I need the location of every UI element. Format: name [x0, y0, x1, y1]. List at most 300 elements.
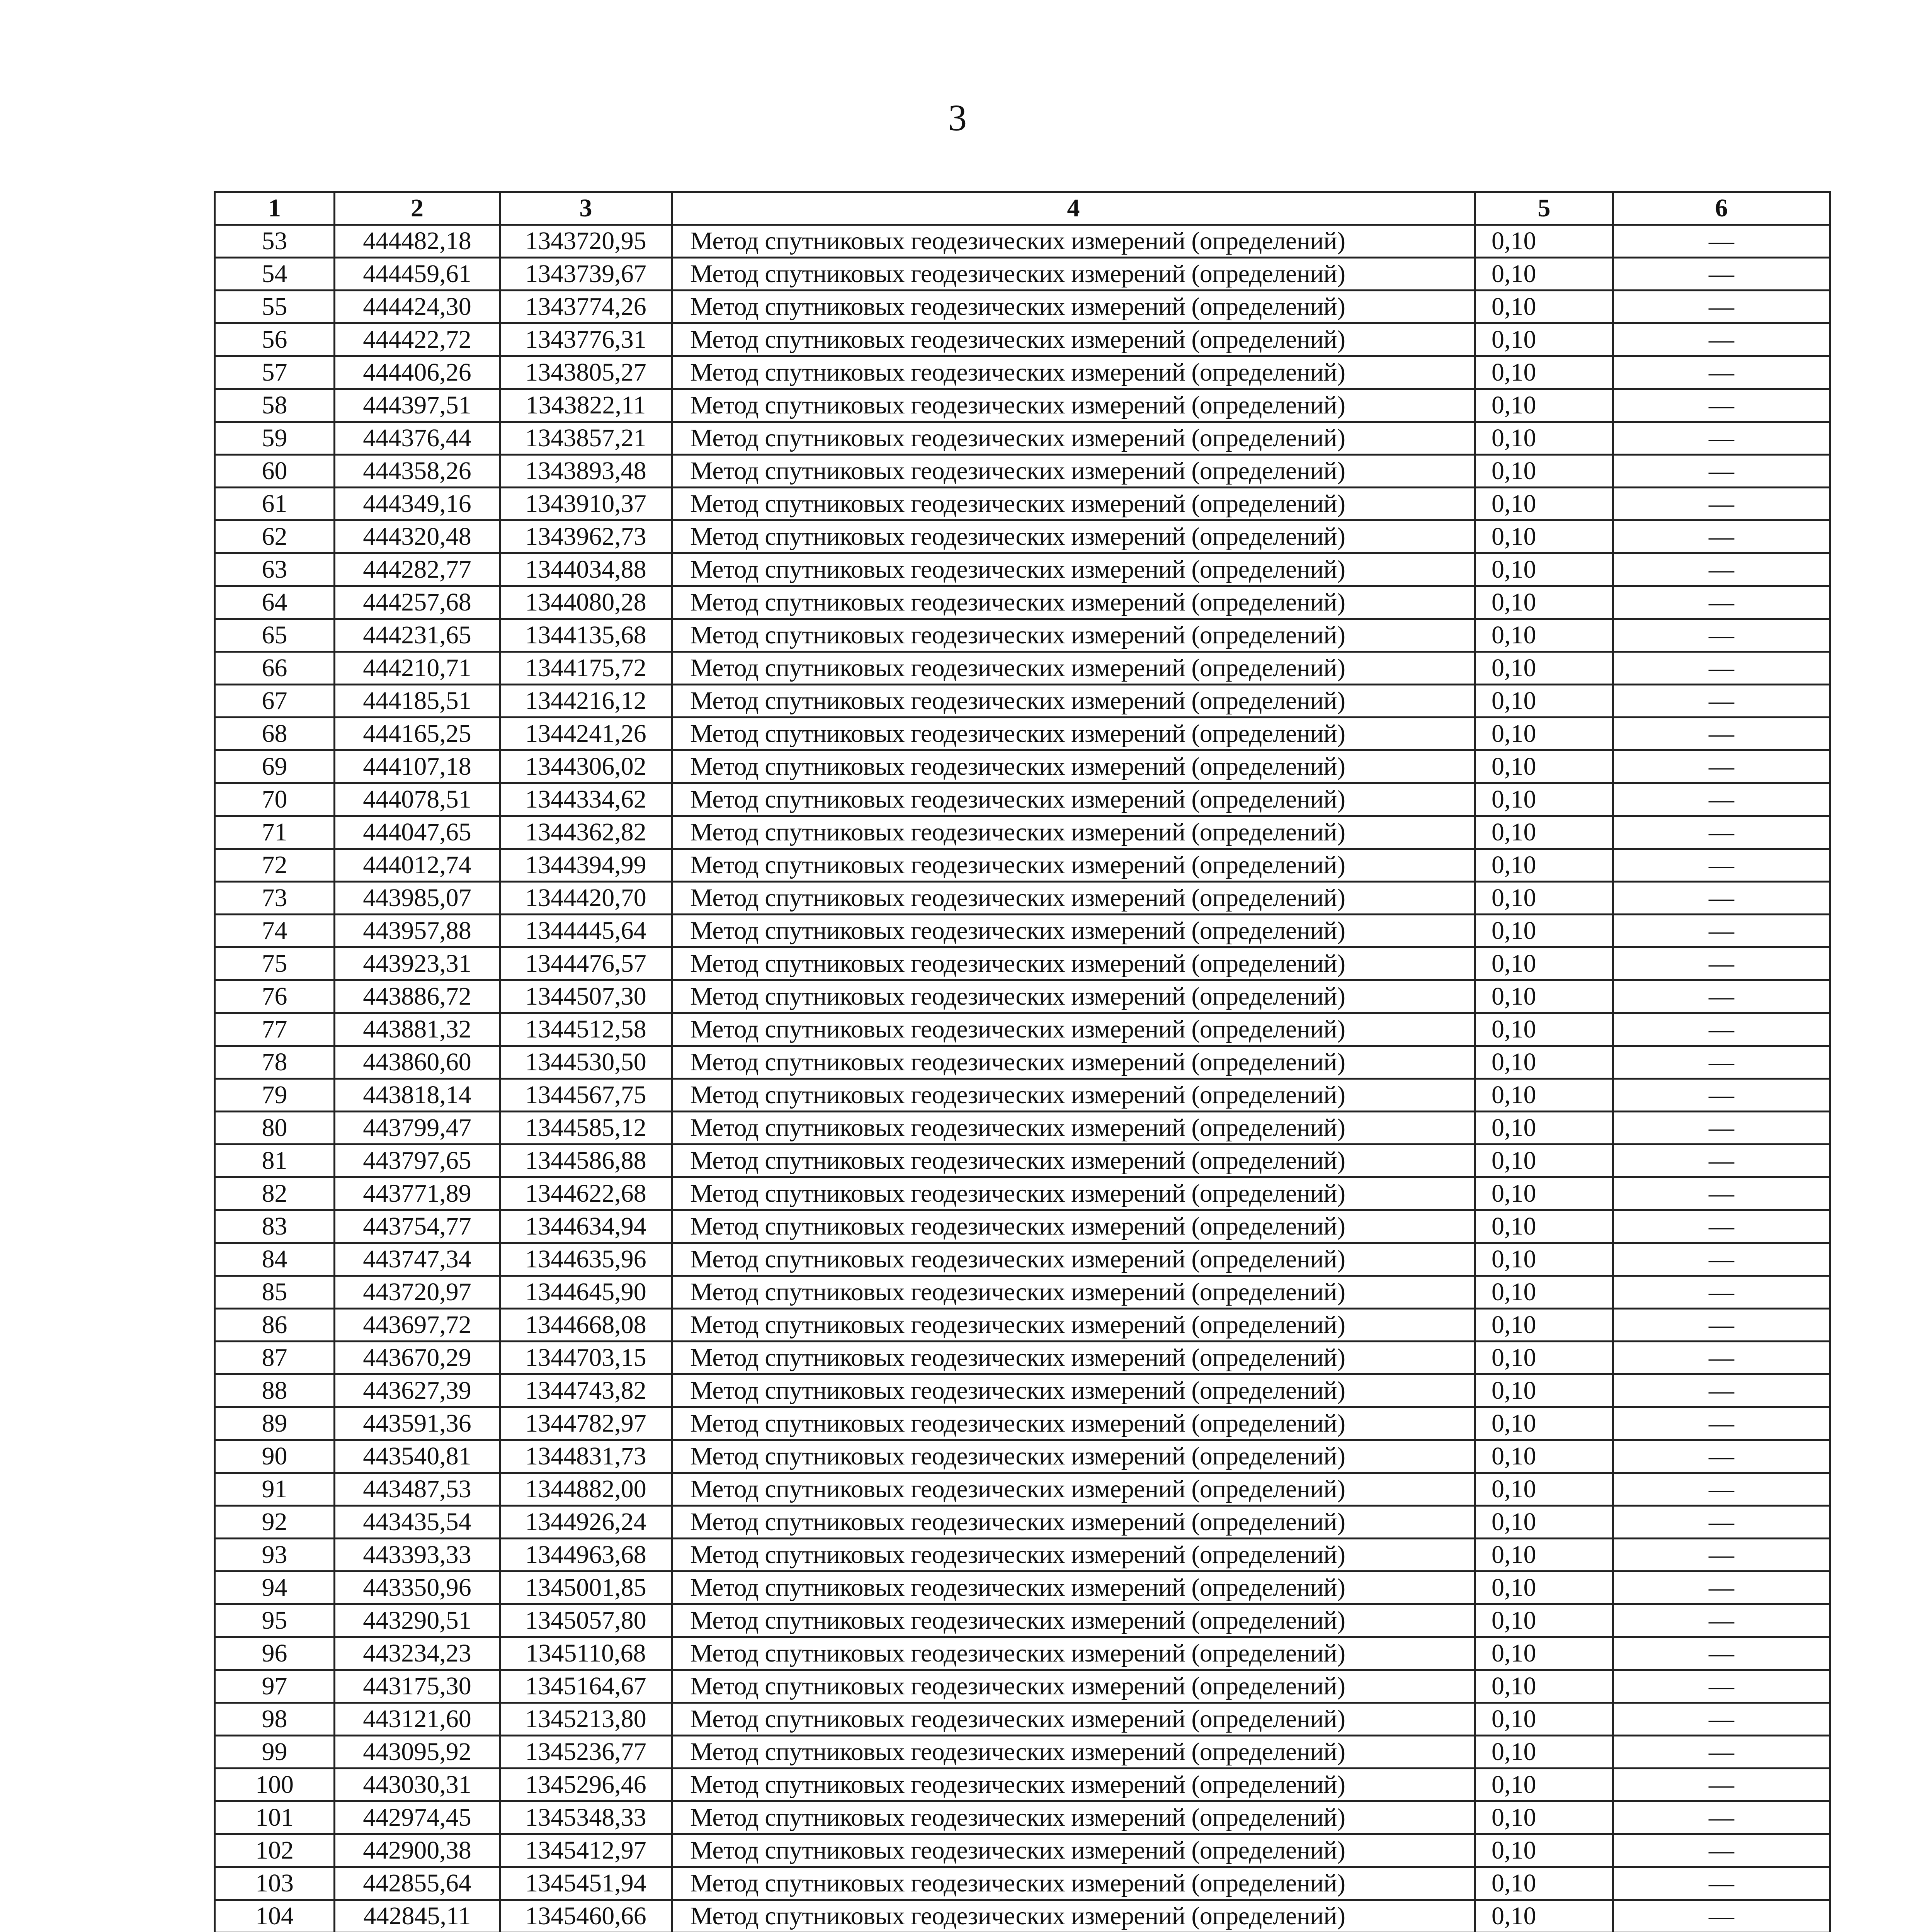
- cell-point-number: 101: [215, 1801, 335, 1834]
- cell-point-number: 58: [215, 389, 335, 422]
- cell-accuracy: 0,10: [1475, 1637, 1613, 1670]
- cell-coordinate-y: 1344586,88: [500, 1145, 672, 1177]
- cell-method: Метод спутниковых геодезических измерений (определений): [672, 520, 1475, 553]
- cell-coordinate-x: 444422,72: [335, 323, 500, 356]
- cell-point-number: 72: [215, 849, 335, 882]
- cell-accuracy: 0,10: [1475, 389, 1613, 422]
- table-row: [215, 882, 1830, 915]
- table-row: [215, 718, 1830, 750]
- cell-coordinate-y: 1343805,27: [500, 356, 672, 389]
- cell-point-number: 73: [215, 882, 335, 915]
- cell-accuracy: 0,10: [1475, 455, 1613, 488]
- cell-point-number: 78: [215, 1046, 335, 1079]
- page-number: 3: [948, 97, 967, 138]
- cell-method: Метод спутниковых геодезических измерений (определений): [672, 1407, 1475, 1440]
- cell-method: Метод спутниковых геодезических измерений (определений): [672, 1736, 1475, 1769]
- cell-coordinate-x: 443881,32: [335, 1013, 500, 1046]
- cell-point-number: 55: [215, 291, 335, 323]
- cell-method: Метод спутниковых геодезических измерений (определений): [672, 783, 1475, 816]
- cell-note: —: [1613, 1670, 1830, 1703]
- cell-point-number: 81: [215, 1145, 335, 1177]
- cell-method: Метод спутниковых геодезических измерений (определений): [672, 488, 1475, 520]
- cell-accuracy: 0,10: [1475, 1900, 1613, 1932]
- cell-method: Метод спутниковых геодезических измерений (определений): [672, 1079, 1475, 1112]
- cell-note: —: [1613, 947, 1830, 980]
- table-row: [215, 1046, 1830, 1079]
- cell-note: —: [1613, 1571, 1830, 1604]
- cell-coordinate-x: 442974,45: [335, 1801, 500, 1834]
- cell-method: Метод спутниковых геодезических измерений (определений): [672, 1769, 1475, 1801]
- cell-method: Метод спутниковых геодезических измерений (определений): [672, 1276, 1475, 1309]
- cell-point-number: 71: [215, 816, 335, 849]
- cell-coordinate-x: 443747,34: [335, 1243, 500, 1276]
- cell-coordinate-x: 443435,54: [335, 1506, 500, 1539]
- cell-point-number: 91: [215, 1473, 335, 1506]
- cell-coordinate-y: 1345164,67: [500, 1670, 672, 1703]
- table-row: [215, 1703, 1830, 1736]
- cell-accuracy: 0,10: [1475, 652, 1613, 685]
- cell-note: —: [1613, 225, 1830, 258]
- table-row: [215, 1539, 1830, 1571]
- table-row: [215, 291, 1830, 323]
- cell-method: Метод спутниковых геодезических измерений (определений): [672, 750, 1475, 783]
- cell-note: —: [1613, 488, 1830, 520]
- cell-point-number: 82: [215, 1177, 335, 1210]
- cell-coordinate-x: 443121,60: [335, 1703, 500, 1736]
- cell-note: —: [1613, 1440, 1830, 1473]
- cell-note: —: [1613, 291, 1830, 323]
- cell-coordinate-x: 444165,25: [335, 718, 500, 750]
- table-row: [215, 1571, 1830, 1604]
- cell-accuracy: 0,10: [1475, 718, 1613, 750]
- table-row: [215, 1342, 1830, 1374]
- cell-method: Метод спутниковых геодезических измерений (определений): [672, 685, 1475, 718]
- table-row: [215, 1637, 1830, 1670]
- cell-note: —: [1613, 1867, 1830, 1900]
- cell-coordinate-x: 444358,26: [335, 455, 500, 488]
- cell-point-number: 77: [215, 1013, 335, 1046]
- cell-accuracy: 0,10: [1475, 1571, 1613, 1604]
- cell-point-number: 85: [215, 1276, 335, 1309]
- cell-point-number: 68: [215, 718, 335, 750]
- table-row: [215, 750, 1830, 783]
- cell-method: Метод спутниковых геодезических измерений (определений): [672, 718, 1475, 750]
- cell-note: —: [1613, 849, 1830, 882]
- cell-coordinate-x: 444078,51: [335, 783, 500, 816]
- cell-point-number: 92: [215, 1506, 335, 1539]
- cell-coordinate-y: 1344080,28: [500, 586, 672, 619]
- cell-coordinate-y: 1344034,88: [500, 553, 672, 586]
- cell-note: —: [1613, 1145, 1830, 1177]
- cell-method: Метод спутниковых геодезических измерений (определений): [672, 356, 1475, 389]
- cell-accuracy: 0,10: [1475, 1046, 1613, 1079]
- cell-coordinate-y: 1344831,73: [500, 1440, 672, 1473]
- cell-accuracy: 0,10: [1475, 1374, 1613, 1407]
- cell-method: Метод спутниковых геодезических измерений (определений): [672, 553, 1475, 586]
- cell-coordinate-y: 1343776,31: [500, 323, 672, 356]
- cell-coordinate-y: 1344445,64: [500, 915, 672, 947]
- cell-coordinate-y: 1344420,70: [500, 882, 672, 915]
- cell-method: Метод спутниковых геодезических измерений (определений): [672, 1309, 1475, 1342]
- cell-point-number: 75: [215, 947, 335, 980]
- cell-method: Метод спутниковых геодезических измерений (определений): [672, 389, 1475, 422]
- cell-accuracy: 0,10: [1475, 1145, 1613, 1177]
- cell-coordinate-y: 1344512,58: [500, 1013, 672, 1046]
- cell-coordinate-x: 444107,18: [335, 750, 500, 783]
- cell-method: Метод спутниковых геодезических измерений (определений): [672, 619, 1475, 652]
- cell-note: —: [1613, 1309, 1830, 1342]
- table-row: [215, 1867, 1830, 1900]
- table-row: [215, 816, 1830, 849]
- table-row: [215, 1374, 1830, 1407]
- cell-method: Метод спутниковых геодезических измерений (определений): [672, 455, 1475, 488]
- cell-note: —: [1613, 1112, 1830, 1145]
- cell-accuracy: 0,10: [1475, 882, 1613, 915]
- cell-coordinate-y: 1343910,37: [500, 488, 672, 520]
- table-row: [215, 1145, 1830, 1177]
- cell-coordinate-y: 1345236,77: [500, 1736, 672, 1769]
- cell-note: —: [1613, 816, 1830, 849]
- cell-note: —: [1613, 1342, 1830, 1374]
- cell-coordinate-x: 443985,07: [335, 882, 500, 915]
- cell-method: Метод спутниковых геодезических измерений (определений): [672, 1604, 1475, 1637]
- cell-point-number: 93: [215, 1539, 335, 1571]
- cell-method: Метод спутниковых геодезических измерений (определений): [672, 882, 1475, 915]
- cell-point-number: 54: [215, 258, 335, 291]
- cell-note: —: [1613, 1506, 1830, 1539]
- table-row: [215, 1440, 1830, 1473]
- coordinates-table: [214, 191, 1831, 1932]
- cell-method: Метод спутниковых геодезических измерений (определений): [672, 1210, 1475, 1243]
- cell-note: —: [1613, 1407, 1830, 1440]
- cell-method: Метод спутниковых геодезических измерений (определений): [672, 1046, 1475, 1079]
- cell-point-number: 104: [215, 1900, 335, 1932]
- cell-accuracy: 0,10: [1475, 849, 1613, 882]
- cell-coordinate-y: 1345001,85: [500, 1571, 672, 1604]
- cell-coordinate-x: 444349,16: [335, 488, 500, 520]
- cell-coordinate-x: 443818,14: [335, 1079, 500, 1112]
- cell-note: —: [1613, 882, 1830, 915]
- cell-point-number: 90: [215, 1440, 335, 1473]
- cell-method: Метод спутниковых геодезических измерений (определений): [672, 1637, 1475, 1670]
- cell-accuracy: 0,10: [1475, 1112, 1613, 1145]
- cell-note: —: [1613, 915, 1830, 947]
- cell-coordinate-x: 444012,74: [335, 849, 500, 882]
- header-col-1: 1: [215, 192, 335, 225]
- header-col-2: 2: [335, 192, 500, 225]
- cell-coordinate-x: 444231,65: [335, 619, 500, 652]
- table-row: [215, 225, 1830, 258]
- cell-coordinate-y: 1344635,96: [500, 1243, 672, 1276]
- cell-coordinate-y: 1345110,68: [500, 1637, 672, 1670]
- cell-coordinate-x: 444406,26: [335, 356, 500, 389]
- header-col-4: 4: [672, 192, 1475, 225]
- cell-accuracy: 0,10: [1475, 1243, 1613, 1276]
- cell-coordinate-y: 1344585,12: [500, 1112, 672, 1145]
- cell-accuracy: 0,10: [1475, 323, 1613, 356]
- cell-accuracy: 0,10: [1475, 947, 1613, 980]
- cell-note: —: [1613, 553, 1830, 586]
- cell-coordinate-y: 1343822,11: [500, 389, 672, 422]
- table-row: [215, 586, 1830, 619]
- cell-accuracy: 0,10: [1475, 1407, 1613, 1440]
- cell-accuracy: 0,10: [1475, 1736, 1613, 1769]
- cell-coordinate-x: 444459,61: [335, 258, 500, 291]
- cell-coordinate-y: 1343893,48: [500, 455, 672, 488]
- cell-accuracy: 0,10: [1475, 291, 1613, 323]
- cell-point-number: 98: [215, 1703, 335, 1736]
- cell-note: —: [1613, 422, 1830, 455]
- cell-note: —: [1613, 389, 1830, 422]
- cell-note: —: [1613, 520, 1830, 553]
- cell-point-number: 66: [215, 652, 335, 685]
- cell-coordinate-x: 444210,71: [335, 652, 500, 685]
- cell-coordinate-y: 1344362,82: [500, 816, 672, 849]
- table-row: [215, 1013, 1830, 1046]
- cell-coordinate-x: 444282,77: [335, 553, 500, 586]
- cell-point-number: 76: [215, 980, 335, 1013]
- cell-note: —: [1613, 258, 1830, 291]
- cell-point-number: 59: [215, 422, 335, 455]
- cell-accuracy: 0,10: [1475, 750, 1613, 783]
- cell-point-number: 65: [215, 619, 335, 652]
- cell-point-number: 94: [215, 1571, 335, 1604]
- cell-accuracy: 0,10: [1475, 1506, 1613, 1539]
- cell-accuracy: 0,10: [1475, 1867, 1613, 1900]
- cell-accuracy: 0,10: [1475, 356, 1613, 389]
- cell-point-number: 96: [215, 1637, 335, 1670]
- table-row: [215, 1079, 1830, 1112]
- cell-accuracy: 0,10: [1475, 619, 1613, 652]
- cell-coordinate-x: 443234,23: [335, 1637, 500, 1670]
- table-header: [215, 192, 1830, 225]
- cell-coordinate-x: 443627,39: [335, 1374, 500, 1407]
- cell-point-number: 79: [215, 1079, 335, 1112]
- table-body: [215, 225, 1830, 1932]
- cell-accuracy: 0,10: [1475, 1210, 1613, 1243]
- cell-method: Метод спутниковых геодезических измерений (определений): [672, 1342, 1475, 1374]
- cell-note: —: [1613, 1046, 1830, 1079]
- cell-point-number: 57: [215, 356, 335, 389]
- cell-point-number: 70: [215, 783, 335, 816]
- cell-note: —: [1613, 750, 1830, 783]
- cell-coordinate-y: 1345412,97: [500, 1834, 672, 1867]
- cell-coordinate-y: 1344882,00: [500, 1473, 672, 1506]
- cell-coordinate-x: 443771,89: [335, 1177, 500, 1210]
- cell-method: Метод спутниковых геодезических измерений (определений): [672, 291, 1475, 323]
- cell-point-number: 88: [215, 1374, 335, 1407]
- cell-note: —: [1613, 1013, 1830, 1046]
- cell-note: —: [1613, 586, 1830, 619]
- cell-point-number: 84: [215, 1243, 335, 1276]
- cell-coordinate-x: 443350,96: [335, 1571, 500, 1604]
- cell-point-number: 67: [215, 685, 335, 718]
- cell-accuracy: 0,10: [1475, 422, 1613, 455]
- cell-accuracy: 0,10: [1475, 1834, 1613, 1867]
- table-row: [215, 1210, 1830, 1243]
- cell-method: Метод спутниковых геодезических измерений (определений): [672, 1440, 1475, 1473]
- cell-point-number: 62: [215, 520, 335, 553]
- cell-coordinate-x: 443923,31: [335, 947, 500, 980]
- cell-accuracy: 0,10: [1475, 488, 1613, 520]
- cell-coordinate-y: 1344306,02: [500, 750, 672, 783]
- cell-method: Метод спутниковых геодезических измерений (определений): [672, 980, 1475, 1013]
- cell-coordinate-x: 444376,44: [335, 422, 500, 455]
- cell-note: —: [1613, 718, 1830, 750]
- cell-coordinate-y: 1343962,73: [500, 520, 672, 553]
- cell-accuracy: 0,10: [1475, 1276, 1613, 1309]
- cell-note: —: [1613, 1177, 1830, 1210]
- table-row: [215, 685, 1830, 718]
- table-row: [215, 258, 1830, 291]
- cell-point-number: 60: [215, 455, 335, 488]
- cell-coordinate-x: 443886,72: [335, 980, 500, 1013]
- table-row: [215, 1769, 1830, 1801]
- cell-coordinate-x: 444424,30: [335, 291, 500, 323]
- cell-coordinate-y: 1344334,62: [500, 783, 672, 816]
- cell-note: —: [1613, 1834, 1830, 1867]
- cell-point-number: 53: [215, 225, 335, 258]
- cell-coordinate-x: 443290,51: [335, 1604, 500, 1637]
- table-row: [215, 422, 1830, 455]
- cell-point-number: 83: [215, 1210, 335, 1243]
- cell-coordinate-x: 444397,51: [335, 389, 500, 422]
- cell-coordinate-y: 1343720,95: [500, 225, 672, 258]
- cell-accuracy: 0,10: [1475, 1801, 1613, 1834]
- cell-note: —: [1613, 1210, 1830, 1243]
- header-col-6: 6: [1613, 192, 1830, 225]
- cell-coordinate-y: 1344175,72: [500, 652, 672, 685]
- cell-point-number: 89: [215, 1407, 335, 1440]
- cell-coordinate-y: 1345451,94: [500, 1867, 672, 1900]
- cell-point-number: 100: [215, 1769, 335, 1801]
- cell-coordinate-x: 444482,18: [335, 225, 500, 258]
- cell-point-number: 99: [215, 1736, 335, 1769]
- cell-point-number: 56: [215, 323, 335, 356]
- cell-coordinate-x: 444320,48: [335, 520, 500, 553]
- cell-accuracy: 0,10: [1475, 1177, 1613, 1210]
- cell-method: Метод спутниковых геодезических измерений (определений): [672, 422, 1475, 455]
- table-row: [215, 488, 1830, 520]
- cell-point-number: 64: [215, 586, 335, 619]
- cell-accuracy: 0,10: [1475, 225, 1613, 258]
- cell-coordinate-x: 443030,31: [335, 1769, 500, 1801]
- cell-coordinate-x: 443754,77: [335, 1210, 500, 1243]
- cell-accuracy: 0,10: [1475, 1703, 1613, 1736]
- header-row: [215, 192, 1830, 225]
- cell-method: Метод спутниковых геодезических измерений (определений): [672, 1670, 1475, 1703]
- cell-coordinate-y: 1344963,68: [500, 1539, 672, 1571]
- cell-point-number: 95: [215, 1604, 335, 1637]
- cell-note: —: [1613, 1473, 1830, 1506]
- table-row: [215, 1309, 1830, 1342]
- cell-coordinate-x: 443175,30: [335, 1670, 500, 1703]
- table-row: [215, 915, 1830, 947]
- cell-coordinate-x: 443697,72: [335, 1309, 500, 1342]
- cell-coordinate-y: 1344135,68: [500, 619, 672, 652]
- cell-method: Метод спутниковых геодезических измерений (определений): [672, 1506, 1475, 1539]
- table-row: [215, 553, 1830, 586]
- table-row: [215, 1900, 1830, 1932]
- cell-method: Метод спутниковых геодезических измерений (определений): [672, 816, 1475, 849]
- cell-note: —: [1613, 323, 1830, 356]
- table-row: [215, 947, 1830, 980]
- cell-point-number: 87: [215, 1342, 335, 1374]
- cell-method: Метод спутниковых геодезических измерений (определений): [672, 258, 1475, 291]
- cell-coordinate-y: 1344926,24: [500, 1506, 672, 1539]
- cell-method: Метод спутниковых геодезических измерений (определений): [672, 1473, 1475, 1506]
- table-row: [215, 455, 1830, 488]
- cell-coordinate-y: 1344567,75: [500, 1079, 672, 1112]
- cell-point-number: 86: [215, 1309, 335, 1342]
- cell-coordinate-y: 1344216,12: [500, 685, 672, 718]
- cell-coordinate-x: 443860,60: [335, 1046, 500, 1079]
- cell-accuracy: 0,10: [1475, 586, 1613, 619]
- cell-accuracy: 0,10: [1475, 816, 1613, 849]
- cell-method: Метод спутниковых геодезических измерений (определений): [672, 1900, 1475, 1932]
- cell-note: —: [1613, 1637, 1830, 1670]
- cell-accuracy: 0,10: [1475, 980, 1613, 1013]
- cell-coordinate-x: 443095,92: [335, 1736, 500, 1769]
- cell-accuracy: 0,10: [1475, 783, 1613, 816]
- table-row: [215, 1276, 1830, 1309]
- cell-accuracy: 0,10: [1475, 1539, 1613, 1571]
- cell-point-number: 103: [215, 1867, 335, 1900]
- table-row: [215, 1801, 1830, 1834]
- cell-coordinate-x: 443487,53: [335, 1473, 500, 1506]
- cell-coordinate-y: 1345213,80: [500, 1703, 672, 1736]
- cell-note: —: [1613, 980, 1830, 1013]
- cell-accuracy: 0,10: [1475, 685, 1613, 718]
- table-row: [215, 389, 1830, 422]
- cell-note: —: [1613, 1539, 1830, 1571]
- cell-method: Метод спутниковых геодезических измерений (определений): [672, 1834, 1475, 1867]
- cell-coordinate-x: 443720,97: [335, 1276, 500, 1309]
- cell-note: —: [1613, 1703, 1830, 1736]
- cell-method: Метод спутниковых геодезических измерений (определений): [672, 586, 1475, 619]
- table-row: [215, 849, 1830, 882]
- table-row: [215, 1243, 1830, 1276]
- cell-method: Метод спутниковых геодезических измерений (определений): [672, 1112, 1475, 1145]
- table-row: [215, 783, 1830, 816]
- cell-note: —: [1613, 1769, 1830, 1801]
- cell-note: —: [1613, 1736, 1830, 1769]
- cell-coordinate-y: 1344507,30: [500, 980, 672, 1013]
- table-row: [215, 1736, 1830, 1769]
- cell-coordinate-x: 444185,51: [335, 685, 500, 718]
- cell-accuracy: 0,10: [1475, 1670, 1613, 1703]
- cell-note: —: [1613, 356, 1830, 389]
- table-row: [215, 356, 1830, 389]
- cell-note: —: [1613, 619, 1830, 652]
- cell-note: —: [1613, 455, 1830, 488]
- cell-point-number: 74: [215, 915, 335, 947]
- cell-coordinate-y: 1344394,99: [500, 849, 672, 882]
- cell-point-number: 80: [215, 1112, 335, 1145]
- cell-accuracy: 0,10: [1475, 915, 1613, 947]
- cell-coordinate-x: 443957,88: [335, 915, 500, 947]
- cell-accuracy: 0,10: [1475, 1013, 1613, 1046]
- cell-coordinate-x: 444257,68: [335, 586, 500, 619]
- cell-point-number: 102: [215, 1834, 335, 1867]
- cell-method: Метод спутниковых геодезических измерений (определений): [672, 225, 1475, 258]
- cell-note: —: [1613, 1604, 1830, 1637]
- table-row: [215, 1604, 1830, 1637]
- table-row: [215, 619, 1830, 652]
- cell-method: Метод спутниковых геодезических измерений (определений): [672, 1013, 1475, 1046]
- cell-note: —: [1613, 1801, 1830, 1834]
- cell-coordinate-x: 443393,33: [335, 1539, 500, 1571]
